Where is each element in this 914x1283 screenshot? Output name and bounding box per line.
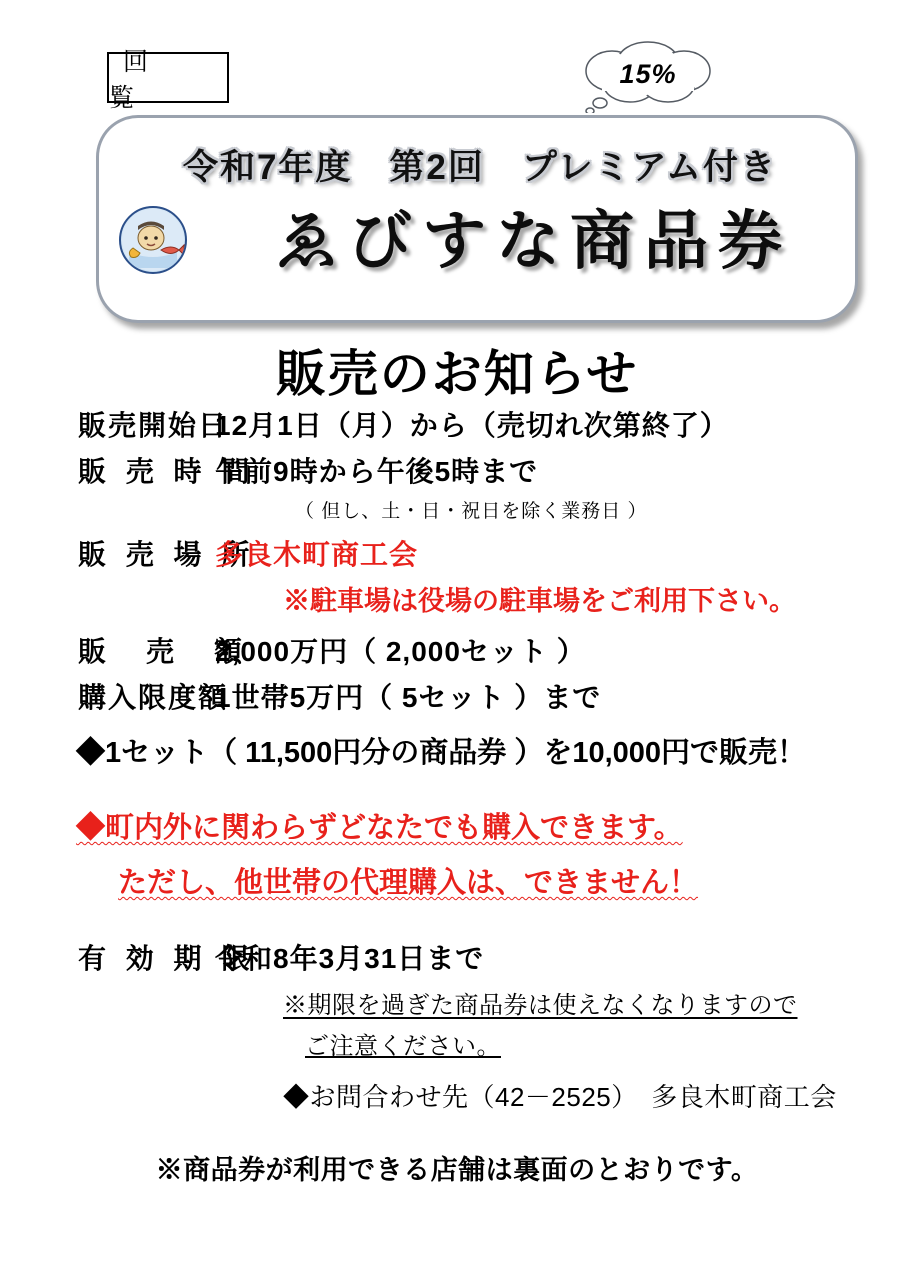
contact-line: ◆お問合わせ先（42－2525） 多良木町商工会: [283, 1082, 837, 1112]
row-sale-place: [0, 533, 914, 573]
row-sale-start: [0, 404, 914, 444]
value-expiry: 令和8年3月31日まで: [215, 943, 485, 974]
label-sale-hours: 販 売 時 間: [78, 456, 256, 487]
note-business-days: （ 但し、土・日・祝日を除く業務日 ）: [295, 501, 648, 522]
row-sale-amount: [0, 630, 914, 670]
label-purchase-limit: 購入限度額: [78, 682, 229, 713]
eligibility-line-2: ただし、他世帯の代理購入は、できません！: [118, 867, 699, 899]
row-sale-hours: [0, 450, 914, 490]
label-sale-place: 販 売 場 所: [78, 539, 256, 570]
title-card: [96, 115, 858, 323]
label-expiry: 有 効 期 限: [78, 943, 256, 974]
row-expiry: [0, 937, 914, 977]
page-title: 販売のお知らせ: [275, 346, 639, 402]
value-sale-amount: 2,000万円（ 2,000セット ）: [215, 636, 586, 667]
footer-note: ※商品券が利用できる店舗は裏面のとおりです。: [155, 1155, 759, 1185]
circular-stamp: [107, 47, 229, 112]
value-sale-place: 多良木町商工会: [215, 539, 419, 570]
row-purchase-limit: [0, 676, 914, 716]
value-sale-start: 12月1日（月）から（売切れ次第終了）: [215, 410, 729, 441]
value-sale-hours: 午前9時から午後5時まで: [215, 456, 539, 487]
notice-body: [0, 404, 914, 1114]
value-purchase-limit: 1世帯5万円（ 5セット ）まで: [215, 682, 602, 713]
premium-rate-bubble: [572, 41, 724, 113]
premium-rate-value: 15%: [619, 58, 677, 89]
label-sale-amount: 販 売 額: [78, 636, 249, 667]
note-parking: ※駐車場は役場の駐車場をご利用下さい。: [283, 586, 796, 616]
note-expiry-2-text: ご注意ください。: [305, 1033, 501, 1060]
title-line-1: 令和7年度 第2回 プレミアム付き: [182, 148, 778, 187]
set-price-line: ◆1セット（ 11,500円分の商品券 ）を10,000円で販売！: [76, 737, 807, 769]
label-sale-start: 販売開始日: [78, 410, 229, 441]
note-expiry-1: [0, 985, 914, 1020]
eligibility-line-1: ◆町内外に関わらずどなたでも購入できます。: [76, 812, 683, 844]
circular-stamp-label: 回 覧: [109, 47, 202, 112]
ebisu-mascot-icon: [119, 206, 187, 274]
expiry-block: [0, 937, 914, 1114]
title-line-2: ゑびすな商品券: [274, 205, 792, 277]
note-expiry-1-text: ※期限を過ぎた商品券は使えなくなりますので: [283, 992, 798, 1019]
note-expiry-2: [0, 1026, 914, 1061]
